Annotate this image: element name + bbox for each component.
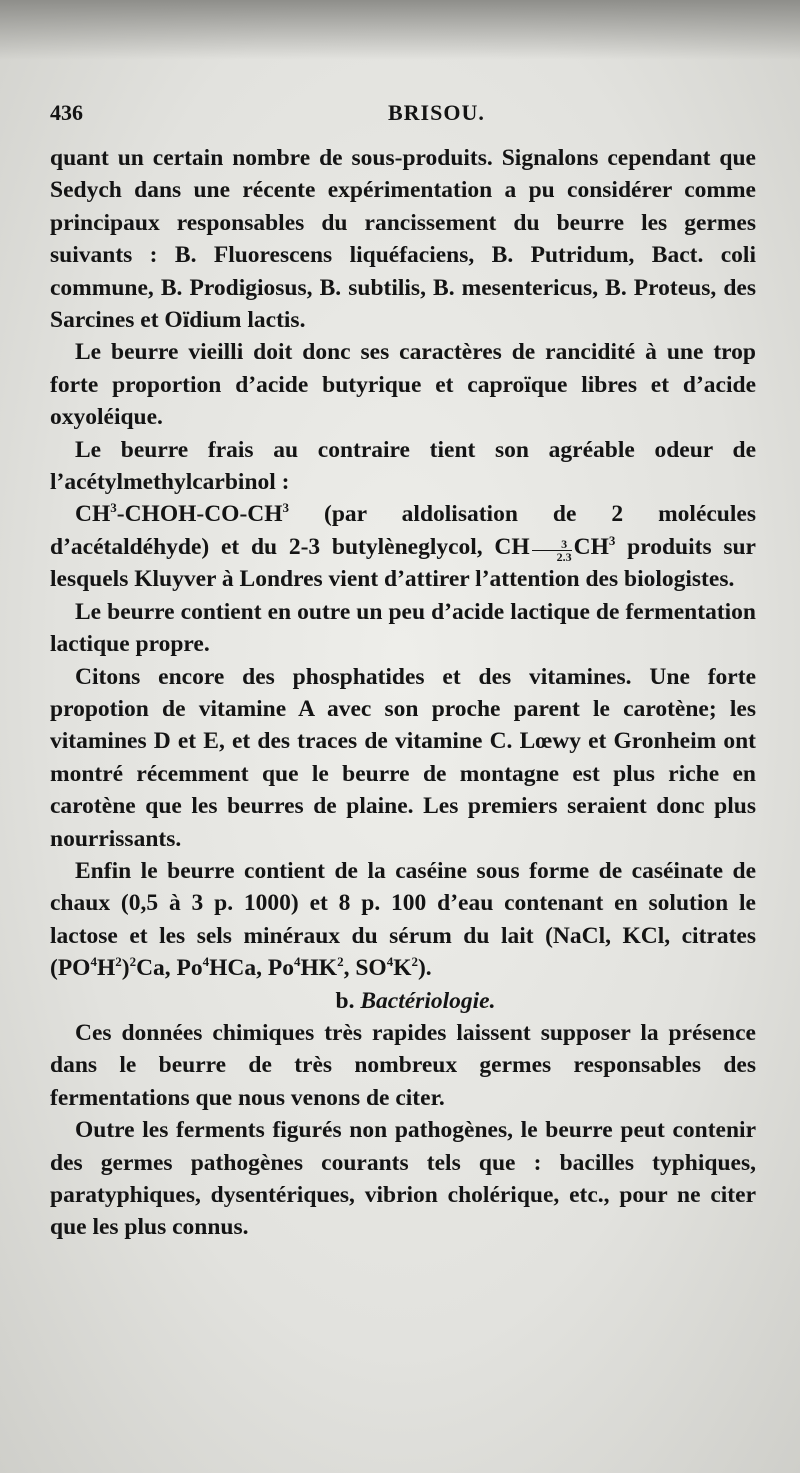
section-title: Bactériologie.: [360, 987, 496, 1014]
body-text: [50, 142, 756, 1244]
paragraph-formula: $CH^3-CHOH-CO-CH^3$ (par aldolisation de 2 molécules d’acétaldéhyde) et du 2-3 butylèneglycol, CH $\frac{3}{2.3}$ $CH^3$ produits sur lesquels Kluyver à Londres vient d’attirer l’attention des biologistes.: [50, 500, 756, 593]
paragraph-pathogens: Outre les ferments figurés non pathogènes, le beurre peut contenir des germes pathogènes courants tels que : bacilles typhiques, paratyphiques, dysentériques, vibrion cholérique, etc., pour ne citer que les plus connus.: [50, 1117, 756, 1241]
paragraph-rancidity: Le beurre vieilli doit donc ses caractères de rancidité à une trop forte proportion d’acide butyrique et caproïque libres et d’acide oxyoléique.: [50, 339, 756, 431]
paragraph-bacteriology: Ces données chimiques très rapides laissent supposer la présence dans le beurre de très nombreux germes responsables des fermentations que nous venons de citer.: [50, 1019, 756, 1111]
subscript-fraction: $\frac{3}{2.3}$: [532, 538, 572, 563]
scan-edge-shadow: [0, 0, 800, 60]
page-header: [50, 100, 750, 134]
paragraph-fresh-butter: Le beurre frais au contraire tient son agréable odeur de l’acétylmethylcarbinol :: [50, 436, 756, 496]
page-number: 436: [50, 100, 83, 125]
paragraph-vitamins: Citons encore des phosphatides et des vitamines. Une forte propotion de vitamine A avec son proche parent le carotène; les vitamines D et E, et des traces de vitamine C. Lœwy et Gronheim ont montré récemment que le beurre de montagne est plus riche en carotène que les beurres de plaine. Les premiers seraient donc plus nourrissants.: [50, 663, 756, 852]
paragraph-lactic-acid: Le beurre contient en outre un peu d’acide lactique de fermentation lactique propre.: [50, 598, 756, 658]
paragraph-continued: quant un certain nombre de sous-produits. Signalons cependant que Sedych dans une récente expérimentation a pu considérer comme principaux responsables du rancissement du beurre les germes suivants : B. Fluorescens liquéfaciens, B. Putridum, Bact. coli commune, B. Prodigiosus, B. subtilis, B. mesentericus, B. Proteus, des Sarcines et Oïdium lactis.: [50, 145, 756, 334]
section-heading: b. Bactériologie.: [335, 987, 496, 1014]
paragraph-casein: Enfin le beurre contient de la caséine sous forme de caséinate de chaux (0,5 à 3 p. 1000) et 8 p. 100 d’eau contenant en solution le lactose et les sels minéraux du sérum du lait (NaCl, KCl, citrates $(PO^4H^2)^2Ca$, Po$^4$HCa, $Po^4HK^2$, $SO^4K^2$).: [50, 857, 756, 982]
running-head: BRISOU.: [388, 100, 485, 125]
